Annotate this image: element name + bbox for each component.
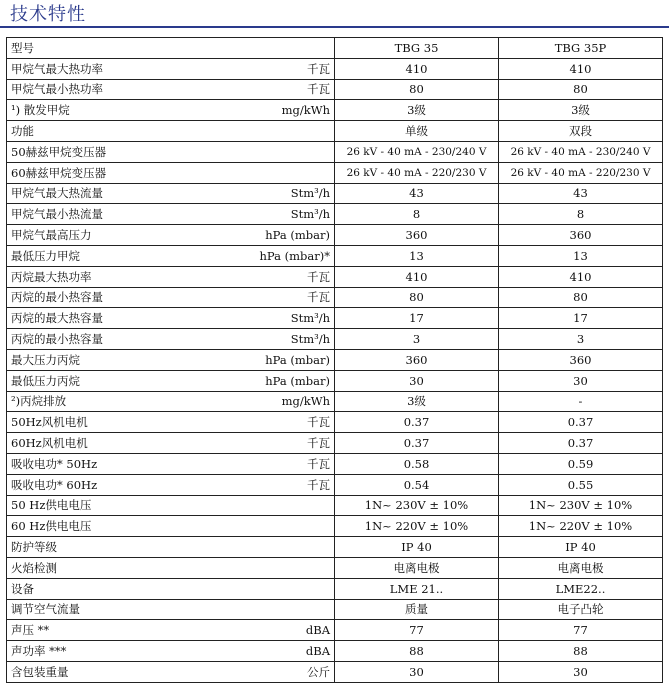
tbg35-value-cell: 单级	[335, 121, 499, 142]
tbg35-value-cell: LME 21..	[335, 578, 499, 599]
tbg35p-value-cell: 80	[499, 79, 663, 100]
unit-cell: 千瓦	[247, 433, 335, 454]
table-row	[7, 474, 663, 495]
param-cell: 甲烷气最小热功率	[7, 79, 247, 100]
param-cell: ¹) 散发甲烷	[7, 100, 247, 121]
unit-cell	[247, 495, 335, 516]
unit-cell: Stm³/h	[247, 204, 335, 225]
tbg35-value-cell: 17	[335, 308, 499, 329]
table-row	[7, 412, 663, 433]
unit-cell	[247, 121, 335, 142]
param-cell: 丙烷的最小热容量	[7, 287, 247, 308]
tbg35p-value-cell: 17	[499, 308, 663, 329]
tbg35p-value-cell: 26 kV - 40 mA - 220/230 V	[499, 162, 663, 183]
unit-cell: hPa (mbar)	[247, 349, 335, 370]
tbg35p-value-cell: 电离电极	[499, 557, 663, 578]
unit-cell	[247, 162, 335, 183]
param-cell: 丙烷的最大热容量	[7, 308, 247, 329]
tbg35-value-cell: TBG 35	[335, 38, 499, 59]
param-cell: 甲烷气最大热功率	[7, 58, 247, 79]
param-cell: 60赫兹甲烷变压器	[7, 162, 247, 183]
unit-cell: mg/kWh	[247, 391, 335, 412]
tbg35-value-cell: IP 40	[335, 537, 499, 558]
tbg35p-value-cell: 0.59	[499, 453, 663, 474]
table-row	[7, 38, 663, 59]
table-row	[7, 79, 663, 100]
unit-cell	[247, 537, 335, 558]
table-row	[7, 162, 663, 183]
param-cell: 最大压力丙烷	[7, 349, 247, 370]
table-row	[7, 141, 663, 162]
param-cell: 吸收电功* 50Hz	[7, 453, 247, 474]
table-row	[7, 183, 663, 204]
tbg35p-value-cell: 43	[499, 183, 663, 204]
tbg35-value-cell: 77	[335, 620, 499, 641]
param-cell: 50赫兹甲烷变压器	[7, 141, 247, 162]
unit-cell: 千瓦	[247, 266, 335, 287]
unit-cell: hPa (mbar)	[247, 225, 335, 246]
table-row	[7, 349, 663, 370]
unit-cell: Stm³/h	[247, 308, 335, 329]
param-cell: 调节空气流量	[7, 599, 247, 620]
unit-cell: hPa (mbar)	[247, 370, 335, 391]
tbg35p-value-cell: 77	[499, 620, 663, 641]
tbg35p-value-cell: 410	[499, 58, 663, 79]
spec-table	[6, 37, 663, 683]
unit-cell: 千瓦	[247, 474, 335, 495]
title-underline	[0, 26, 669, 28]
table-row	[7, 391, 663, 412]
unit-cell	[247, 557, 335, 578]
tbg35-value-cell: 410	[335, 266, 499, 287]
tbg35p-value-cell: 30	[499, 370, 663, 391]
tbg35p-value-cell: 0.37	[499, 412, 663, 433]
unit-cell: 千瓦	[247, 412, 335, 433]
tbg35p-value-cell: 8	[499, 204, 663, 225]
unit-cell: Stm³/h	[247, 329, 335, 350]
param-cell: ²)丙烷排放	[7, 391, 247, 412]
table-row	[7, 100, 663, 121]
param-cell: 甲烷气最大热流量	[7, 183, 247, 204]
param-cell: 50Hz风机电机	[7, 412, 247, 433]
param-cell: 火焰检测	[7, 557, 247, 578]
table-row	[7, 121, 663, 142]
unit-cell	[247, 599, 335, 620]
tbg35p-value-cell: 30	[499, 661, 663, 682]
param-cell: 功能	[7, 121, 247, 142]
tbg35p-value-cell: 0.37	[499, 433, 663, 454]
unit-cell: 公斤	[247, 661, 335, 682]
table-row	[7, 266, 663, 287]
param-cell: 最低压力甲烷	[7, 245, 247, 266]
param-cell: 最低压力丙烷	[7, 370, 247, 391]
table-row	[7, 641, 663, 662]
param-cell: 甲烷气最高压力	[7, 225, 247, 246]
page-title: 技术特性	[10, 4, 86, 25]
tbg35p-value-cell: 410	[499, 266, 663, 287]
tbg35-value-cell: 1N~ 220V ± 10%	[335, 516, 499, 537]
table-row	[7, 557, 663, 578]
tbg35-value-cell: 30	[335, 661, 499, 682]
tbg35-value-cell: 0.54	[335, 474, 499, 495]
tbg35-value-cell: 410	[335, 58, 499, 79]
unit-cell: 千瓦	[247, 287, 335, 308]
table-row	[7, 329, 663, 350]
tbg35-value-cell: 质量	[335, 599, 499, 620]
table-row	[7, 453, 663, 474]
param-cell: 声功率 ***	[7, 641, 247, 662]
tbg35p-value-cell: 26 kV - 40 mA - 230/240 V	[499, 141, 663, 162]
tbg35-value-cell: 80	[335, 79, 499, 100]
tbg35-value-cell: 电离电极	[335, 557, 499, 578]
param-cell: 丙烷最大热功率	[7, 266, 247, 287]
tbg35-value-cell: 88	[335, 641, 499, 662]
table-row	[7, 578, 663, 599]
tbg35-value-cell: 13	[335, 245, 499, 266]
tbg35-value-cell: 80	[335, 287, 499, 308]
tbg35-value-cell: 43	[335, 183, 499, 204]
tbg35-value-cell: 26 kV - 40 mA - 220/230 V	[335, 162, 499, 183]
tbg35-value-cell: 3级	[335, 391, 499, 412]
table-row	[7, 58, 663, 79]
table-row	[7, 204, 663, 225]
param-cell: 防护等级	[7, 537, 247, 558]
tbg35p-value-cell: 3	[499, 329, 663, 350]
param-cell: 吸收电功* 60Hz	[7, 474, 247, 495]
tbg35p-value-cell: 3级	[499, 100, 663, 121]
table-row	[7, 537, 663, 558]
unit-cell	[247, 578, 335, 599]
param-cell: 型号	[7, 38, 247, 59]
unit-cell: 千瓦	[247, 79, 335, 100]
table-row	[7, 287, 663, 308]
unit-cell: 千瓦	[247, 453, 335, 474]
unit-cell: Stm³/h	[247, 183, 335, 204]
tbg35p-value-cell: 0.55	[499, 474, 663, 495]
table-row	[7, 308, 663, 329]
tbg35p-value-cell: 13	[499, 245, 663, 266]
param-cell: 含包装重量	[7, 661, 247, 682]
unit-cell	[247, 38, 335, 59]
param-cell: 60Hz风机电机	[7, 433, 247, 454]
table-row	[7, 661, 663, 682]
tbg35p-value-cell: 电子凸轮	[499, 599, 663, 620]
tbg35p-value-cell: 1N~ 220V ± 10%	[499, 516, 663, 537]
param-cell: 声压 **	[7, 620, 247, 641]
tbg35-value-cell: 0.37	[335, 433, 499, 454]
param-cell: 丙烷的最小热容量	[7, 329, 247, 350]
unit-cell: hPa (mbar)*	[247, 245, 335, 266]
tbg35p-value-cell: TBG 35P	[499, 38, 663, 59]
tbg35-value-cell: 30	[335, 370, 499, 391]
table-row	[7, 433, 663, 454]
table-row	[7, 516, 663, 537]
table-row	[7, 495, 663, 516]
param-cell: 甲烷气最小热流量	[7, 204, 247, 225]
tbg35-value-cell: 3级	[335, 100, 499, 121]
unit-cell: dBA	[247, 641, 335, 662]
unit-cell: 千瓦	[247, 58, 335, 79]
table-row	[7, 620, 663, 641]
unit-cell	[247, 141, 335, 162]
tbg35-value-cell: 3	[335, 329, 499, 350]
tbg35-value-cell: 0.37	[335, 412, 499, 433]
unit-cell: mg/kWh	[247, 100, 335, 121]
tbg35-value-cell: 360	[335, 349, 499, 370]
tbg35p-value-cell: LME22..	[499, 578, 663, 599]
param-cell: 50 Hz供电电压	[7, 495, 247, 516]
param-cell: 60 Hz供电电压	[7, 516, 247, 537]
tbg35-value-cell: 360	[335, 225, 499, 246]
tbg35p-value-cell: 360	[499, 349, 663, 370]
tbg35-value-cell: 26 kV - 40 mA - 230/240 V	[335, 141, 499, 162]
table-row	[7, 370, 663, 391]
table-row	[7, 599, 663, 620]
table-row	[7, 225, 663, 246]
tbg35p-value-cell: IP 40	[499, 537, 663, 558]
table-row	[7, 245, 663, 266]
spec-table-body	[7, 38, 663, 683]
tbg35p-value-cell: -	[499, 391, 663, 412]
unit-cell: dBA	[247, 620, 335, 641]
tbg35p-value-cell: 1N~ 230V ± 10%	[499, 495, 663, 516]
tbg35-value-cell: 8	[335, 204, 499, 225]
tbg35p-value-cell: 360	[499, 225, 663, 246]
unit-cell	[247, 516, 335, 537]
param-cell: 设备	[7, 578, 247, 599]
tbg35p-value-cell: 80	[499, 287, 663, 308]
tbg35p-value-cell: 88	[499, 641, 663, 662]
tbg35p-value-cell: 双段	[499, 121, 663, 142]
tbg35-value-cell: 1N~ 230V ± 10%	[335, 495, 499, 516]
tbg35-value-cell: 0.58	[335, 453, 499, 474]
